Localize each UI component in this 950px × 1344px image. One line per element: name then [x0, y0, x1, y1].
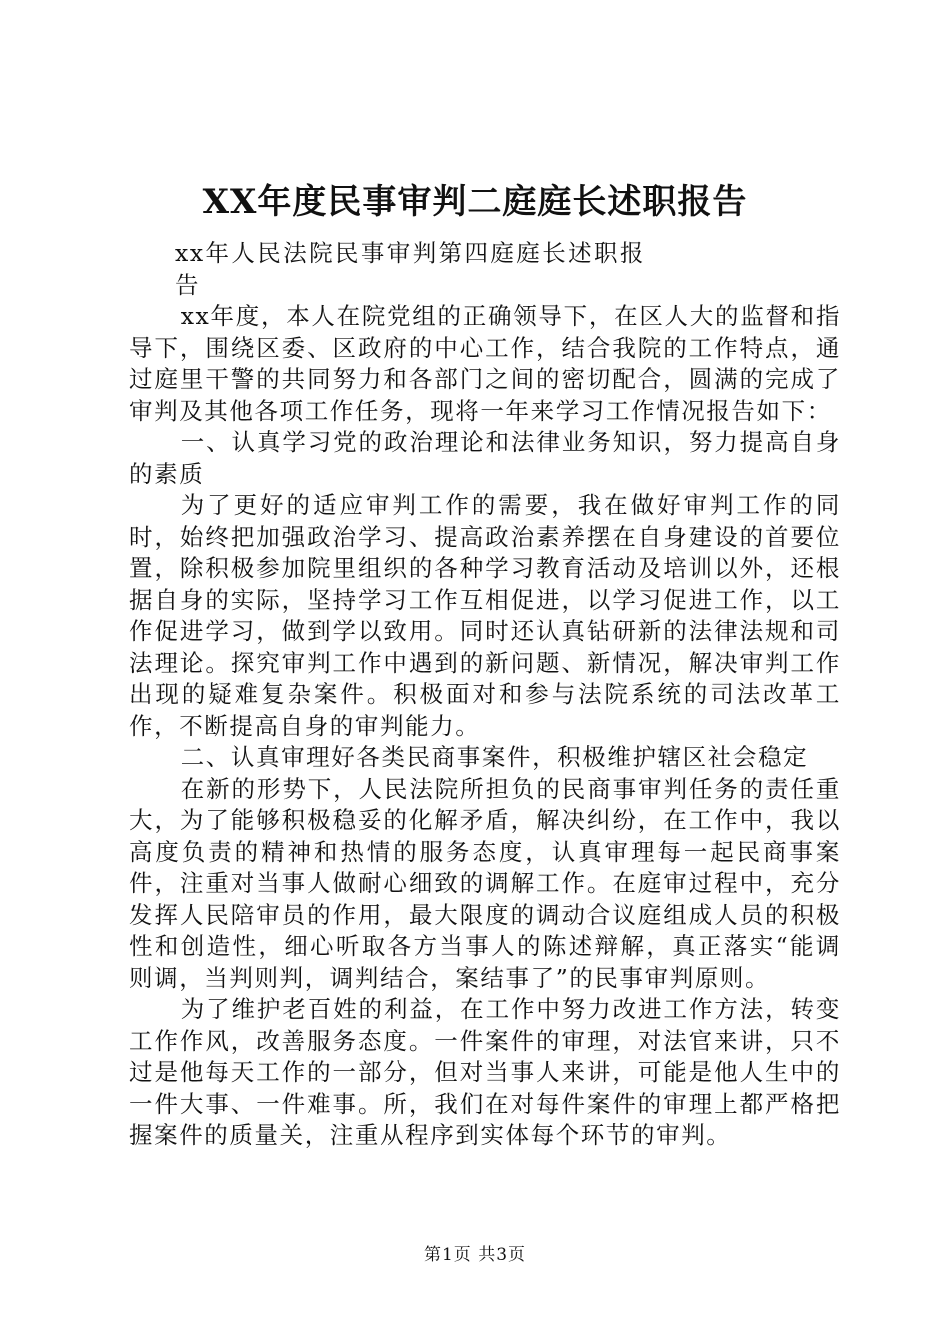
paragraph-intro: xx年度，本人在院党组的正确领导下，在区人大的监督和指导下，围绕区委、区政府的中心工作，结合我院的工作特点，通过庭里干警的共同努力和各部门之间的密切配合，圆满的完成了审判及其他各项工作任务，现将一年来学习工作情况报告如下： — [129, 302, 841, 425]
page-number: 第1页 共3页 — [423, 1245, 527, 1265]
paragraph-study: 为了更好的适应审判工作的需要，我在做好审判工作的同时，始终把加强政治学习、提高政治素养摆在自身建设的首要位置，除积极参加院里组织的各种学习教育活动及培训以外，还根据自身的实际，坚持学习工作互相促进，以学习促进工作，以工作促进学习，做到学以致用。同时还认真钻研新的法律法规和司法理论。探究审判工作中遇到的新问题、新情况，解决审判工作出现的疑难复杂案件。积极面对和参与法院系统的司法改革工作，不断提高自身的审判能力。 — [129, 491, 841, 740]
section-heading-1: 一、认真学习党的政治理论和法律业务知识，努力提高自身的素质 — [129, 428, 841, 488]
document-body — [129, 238, 841, 1152]
section-heading-2: 二、认真审理好各类民商事案件，积极维护辖区社会稳定 — [180, 743, 809, 771]
document-title: XX年度民事审判二庭庭长述职报告 — [202, 182, 748, 222]
paragraph-service: 为了维护老百姓的利益，在工作中努力改进工作方法，转变工作作风，改善服务态度。一件案件的审理，对法官来讲，只不过是他每天工作的一部分，但对当事人来讲，可能是他人生中的一件大事、一件难事。所，我们在对每件案件的审理上都严格把握案件的质量关，注重从程序到实体每个环节的审判。 — [129, 995, 841, 1149]
paragraph-trial: 在新的形势下，人民法院所担负的民商事审判任务的责任重大，为了能够积极稳妥的化解矛盾，解决纠纷，在工作中，我以高度负责的精神和热情的服务态度，认真审理每一起民商事案件，注重对当事人做耐心细致的调解工作。在庭审过程中，充分发挥人民陪审员的作用，最大限度的调动合议庭组成人员的积极性和创造性，细心听取各方当事人的陈述辩解，真正落实“能调则调，当判则判，调判结合，案结事了”的民事审判原则。 — [129, 774, 841, 992]
document-subtitle: xx年人民法院民事审判第四庭庭长述职报告 — [175, 239, 645, 299]
